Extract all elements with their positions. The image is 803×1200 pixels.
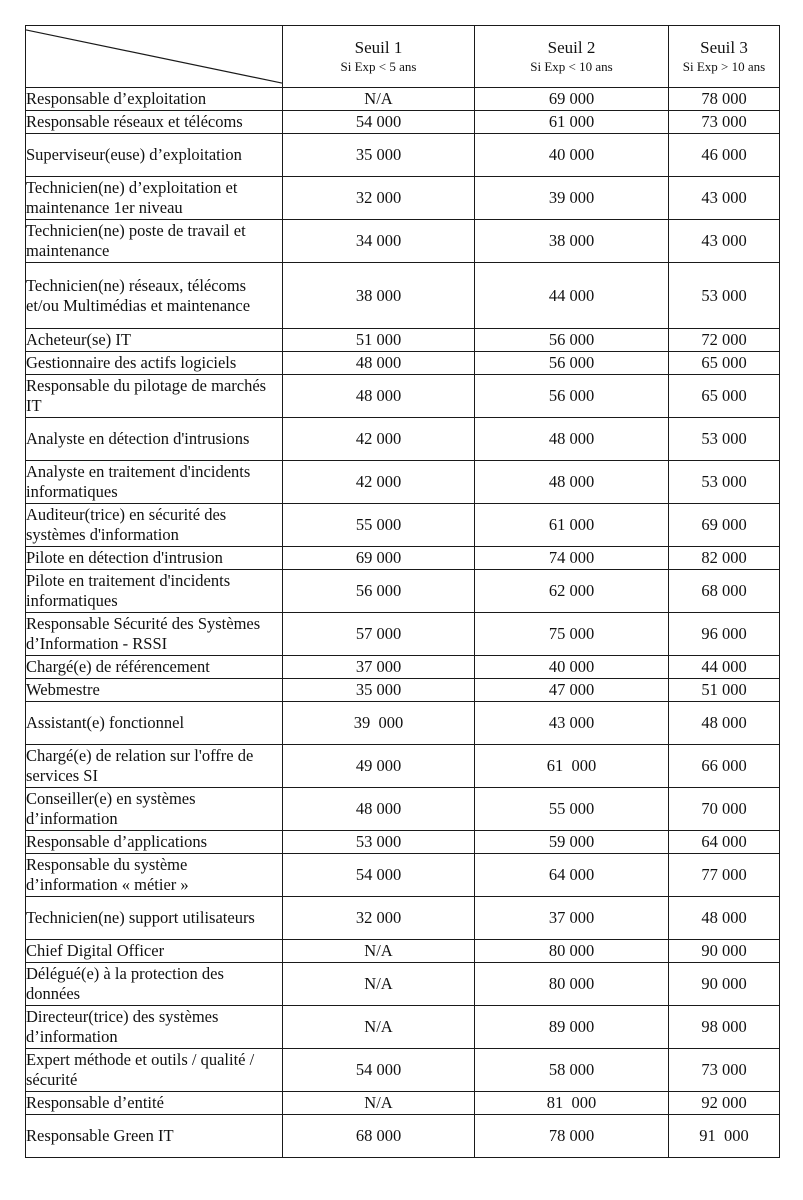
seuil-3-value: 66 000	[669, 745, 780, 788]
job-title-cell: Technicien(ne) réseaux, télécoms et/ou Multimédias et maintenance	[26, 263, 283, 329]
seuil-2-value: 61 000	[475, 504, 669, 547]
seuil-2-value: 69 000	[475, 88, 669, 111]
job-title-cell: Assistant(e) fonctionnel	[26, 702, 283, 745]
table-row	[26, 547, 780, 570]
seuil-3-value: 77 000	[669, 854, 780, 897]
seuil-3-value: 65 000	[669, 352, 780, 375]
seuil-2-value: 80 000	[475, 963, 669, 1006]
job-title-cell: Responsable du pilotage de marchés IT	[26, 375, 283, 418]
seuil-1-value: 42 000	[283, 418, 475, 461]
job-title-cell: Acheteur(se) IT	[26, 329, 283, 352]
seuil-3-title: Seuil 3	[700, 37, 748, 57]
seuil-1-value: 57 000	[283, 613, 475, 656]
table-row	[26, 854, 780, 897]
seuil-3-value: 48 000	[669, 897, 780, 940]
job-title-cell: Pilote en traitement d'incidents informatiques	[26, 570, 283, 613]
seuil-3-value: 90 000	[669, 963, 780, 1006]
seuil-3-value: 53 000	[669, 418, 780, 461]
seuil-3-value: 51 000	[669, 679, 780, 702]
job-title-cell: Responsable du système d’information « métier »	[26, 854, 283, 897]
seuil-1-value: 68 000	[283, 1115, 475, 1158]
seuil-3-value: 43 000	[669, 177, 780, 220]
table-row	[26, 134, 780, 177]
seuil-2-value: 58 000	[475, 1049, 669, 1092]
job-title-cell: Webmestre	[26, 679, 283, 702]
header-seuil-3	[669, 26, 780, 88]
table-row	[26, 375, 780, 418]
table-row	[26, 263, 780, 329]
seuil-1-subtitle: Si Exp < 5 ans	[340, 59, 417, 75]
seuil-1-value: 35 000	[283, 679, 475, 702]
seuil-1-value: 42 000	[283, 461, 475, 504]
table-row	[26, 1092, 780, 1115]
seuil-3-value: 44 000	[669, 656, 780, 679]
seuil-2-value: 61 000	[475, 111, 669, 134]
table-body	[26, 88, 780, 1158]
seuil-3-value: 46 000	[669, 134, 780, 177]
header-seuil-2	[475, 26, 669, 88]
job-title-cell: Gestionnaire des actifs logiciels	[26, 352, 283, 375]
seuil-1-value: 32 000	[283, 897, 475, 940]
job-title-cell: Responsable d’entité	[26, 1092, 283, 1115]
seuil-3-value: 53 000	[669, 263, 780, 329]
header-row	[26, 26, 780, 88]
seuil-1-value: 37 000	[283, 656, 475, 679]
seuil-1-value: 53 000	[283, 831, 475, 854]
seuil-2-value: 44 000	[475, 263, 669, 329]
seuil-1-value: 48 000	[283, 788, 475, 831]
seuil-1-value: 69 000	[283, 547, 475, 570]
job-title-cell: Pilote en détection d'intrusion	[26, 547, 283, 570]
seuil-2-value: 61 000	[475, 745, 669, 788]
seuil-3-value: 82 000	[669, 547, 780, 570]
table-row	[26, 1006, 780, 1049]
job-title-cell: Responsable d’exploitation	[26, 88, 283, 111]
seuil-3-value: 48 000	[669, 702, 780, 745]
seuil-1-value: 55 000	[283, 504, 475, 547]
table-row	[26, 613, 780, 656]
seuil-2-value: 56 000	[475, 375, 669, 418]
seuil-2-value: 43 000	[475, 702, 669, 745]
job-title-cell: Technicien(ne) support utilisateurs	[26, 897, 283, 940]
job-title-cell: Responsable Green IT	[26, 1115, 283, 1158]
table-row	[26, 461, 780, 504]
seuil-3-value: 90 000	[669, 940, 780, 963]
job-title-cell: Auditeur(trice) en sécurité des systèmes d'information	[26, 504, 283, 547]
table-row	[26, 656, 780, 679]
seuil-1-value: 54 000	[283, 1049, 475, 1092]
table-row	[26, 177, 780, 220]
seuil-3-value: 64 000	[669, 831, 780, 854]
seuil-2-value: 59 000	[475, 831, 669, 854]
seuil-1-value: 54 000	[283, 111, 475, 134]
job-title-cell: Chargé(e) de relation sur l'offre de services SI	[26, 745, 283, 788]
table-row	[26, 570, 780, 613]
seuil-3-value: 53 000	[669, 461, 780, 504]
table-row	[26, 220, 780, 263]
seuil-3-value: 73 000	[669, 111, 780, 134]
table-row	[26, 702, 780, 745]
seuil-2-value: 80 000	[475, 940, 669, 963]
seuil-2-value: 40 000	[475, 134, 669, 177]
table-row	[26, 329, 780, 352]
seuil-1-value: 38 000	[283, 263, 475, 329]
seuil-1-value: 35 000	[283, 134, 475, 177]
seuil-1-value: 51 000	[283, 329, 475, 352]
seuil-1-value: N/A	[283, 940, 475, 963]
seuil-3-value: 73 000	[669, 1049, 780, 1092]
job-title-cell: Chief Digital Officer	[26, 940, 283, 963]
table-row	[26, 897, 780, 940]
seuil-3-value: 70 000	[669, 788, 780, 831]
table-row	[26, 745, 780, 788]
job-title-cell: Analyste en détection d'intrusions	[26, 418, 283, 461]
table-row	[26, 352, 780, 375]
job-title-cell: Analyste en traitement d'incidents informatiques	[26, 461, 283, 504]
seuil-3-value: 96 000	[669, 613, 780, 656]
seuil-1-value: 39 000	[283, 702, 475, 745]
table-row	[26, 111, 780, 134]
seuil-2-value: 48 000	[475, 461, 669, 504]
table-row	[26, 1049, 780, 1092]
seuil-2-value: 39 000	[475, 177, 669, 220]
seuil-2-value: 75 000	[475, 613, 669, 656]
seuil-3-value: 69 000	[669, 504, 780, 547]
job-title-cell: Directeur(trice) des systèmes d’information	[26, 1006, 283, 1049]
table-row	[26, 788, 780, 831]
table-row	[26, 963, 780, 1006]
table-row	[26, 831, 780, 854]
salary-threshold-table	[25, 25, 780, 1158]
seuil-3-value: 92 000	[669, 1092, 780, 1115]
seuil-3-value: 91 000	[669, 1115, 780, 1158]
seuil-3-value: 68 000	[669, 570, 780, 613]
table-row	[26, 940, 780, 963]
table-row	[26, 1115, 780, 1158]
seuil-1-value: N/A	[283, 88, 475, 111]
seuil-2-value: 47 000	[475, 679, 669, 702]
seuil-1-value: 34 000	[283, 220, 475, 263]
table-row	[26, 679, 780, 702]
seuil-2-subtitle: Si Exp < 10 ans	[530, 59, 613, 75]
seuil-1-value: N/A	[283, 963, 475, 1006]
seuil-3-value: 65 000	[669, 375, 780, 418]
seuil-1-value: 32 000	[283, 177, 475, 220]
seuil-2-value: 40 000	[475, 656, 669, 679]
seuil-1-value: 49 000	[283, 745, 475, 788]
seuil-3-value: 98 000	[669, 1006, 780, 1049]
seuil-2-value: 56 000	[475, 352, 669, 375]
seuil-2-value: 81 000	[475, 1092, 669, 1115]
seuil-1-value: 56 000	[283, 570, 475, 613]
seuil-2-value: 48 000	[475, 418, 669, 461]
job-title-cell: Superviseur(euse) d’exploitation	[26, 134, 283, 177]
seuil-1-value: 48 000	[283, 352, 475, 375]
header-seuil-1	[283, 26, 475, 88]
job-title-cell: Technicien(ne) poste de travail et maintenance	[26, 220, 283, 263]
seuil-2-value: 64 000	[475, 854, 669, 897]
job-title-cell: Technicien(ne) d’exploitation et maintenance 1er niveau	[26, 177, 283, 220]
seuil-2-value: 62 000	[475, 570, 669, 613]
seuil-2-value: 55 000	[475, 788, 669, 831]
seuil-1-value: 48 000	[283, 375, 475, 418]
seuil-2-value: 38 000	[475, 220, 669, 263]
seuil-1-title: Seuil 1	[354, 37, 403, 57]
seuil-2-value: 56 000	[475, 329, 669, 352]
seuil-1-value: 54 000	[283, 854, 475, 897]
seuil-3-subtitle: Si Exp > 10 ans	[682, 59, 766, 75]
seuil-3-value: 43 000	[669, 220, 780, 263]
table-row	[26, 88, 780, 111]
seuil-2-value: 78 000	[475, 1115, 669, 1158]
seuil-3-value: 72 000	[669, 329, 780, 352]
seuil-2-value: 74 000	[475, 547, 669, 570]
job-title-cell: Délégué(e) à la protection des données	[26, 963, 283, 1006]
seuil-2-value: 37 000	[475, 897, 669, 940]
seuil-1-value: N/A	[283, 1006, 475, 1049]
header-corner-cell	[26, 26, 283, 88]
job-title-cell: Conseiller(e) en systèmes d’information	[26, 788, 283, 831]
job-title-cell: Responsable Sécurité des Systèmes d’Information - RSSI	[26, 613, 283, 656]
job-title-cell: Responsable réseaux et télécoms	[26, 111, 283, 134]
job-title-cell: Chargé(e) de référencement	[26, 656, 283, 679]
job-title-cell: Responsable d’applications	[26, 831, 283, 854]
seuil-3-value: 78 000	[669, 88, 780, 111]
seuil-2-value: 89 000	[475, 1006, 669, 1049]
table-row	[26, 504, 780, 547]
job-title-cell: Expert méthode et outils / qualité / sécurité	[26, 1049, 283, 1092]
diagonal-divider	[26, 26, 282, 87]
table-row	[26, 418, 780, 461]
seuil-2-title: Seuil 2	[547, 37, 596, 57]
seuil-1-value: N/A	[283, 1092, 475, 1115]
